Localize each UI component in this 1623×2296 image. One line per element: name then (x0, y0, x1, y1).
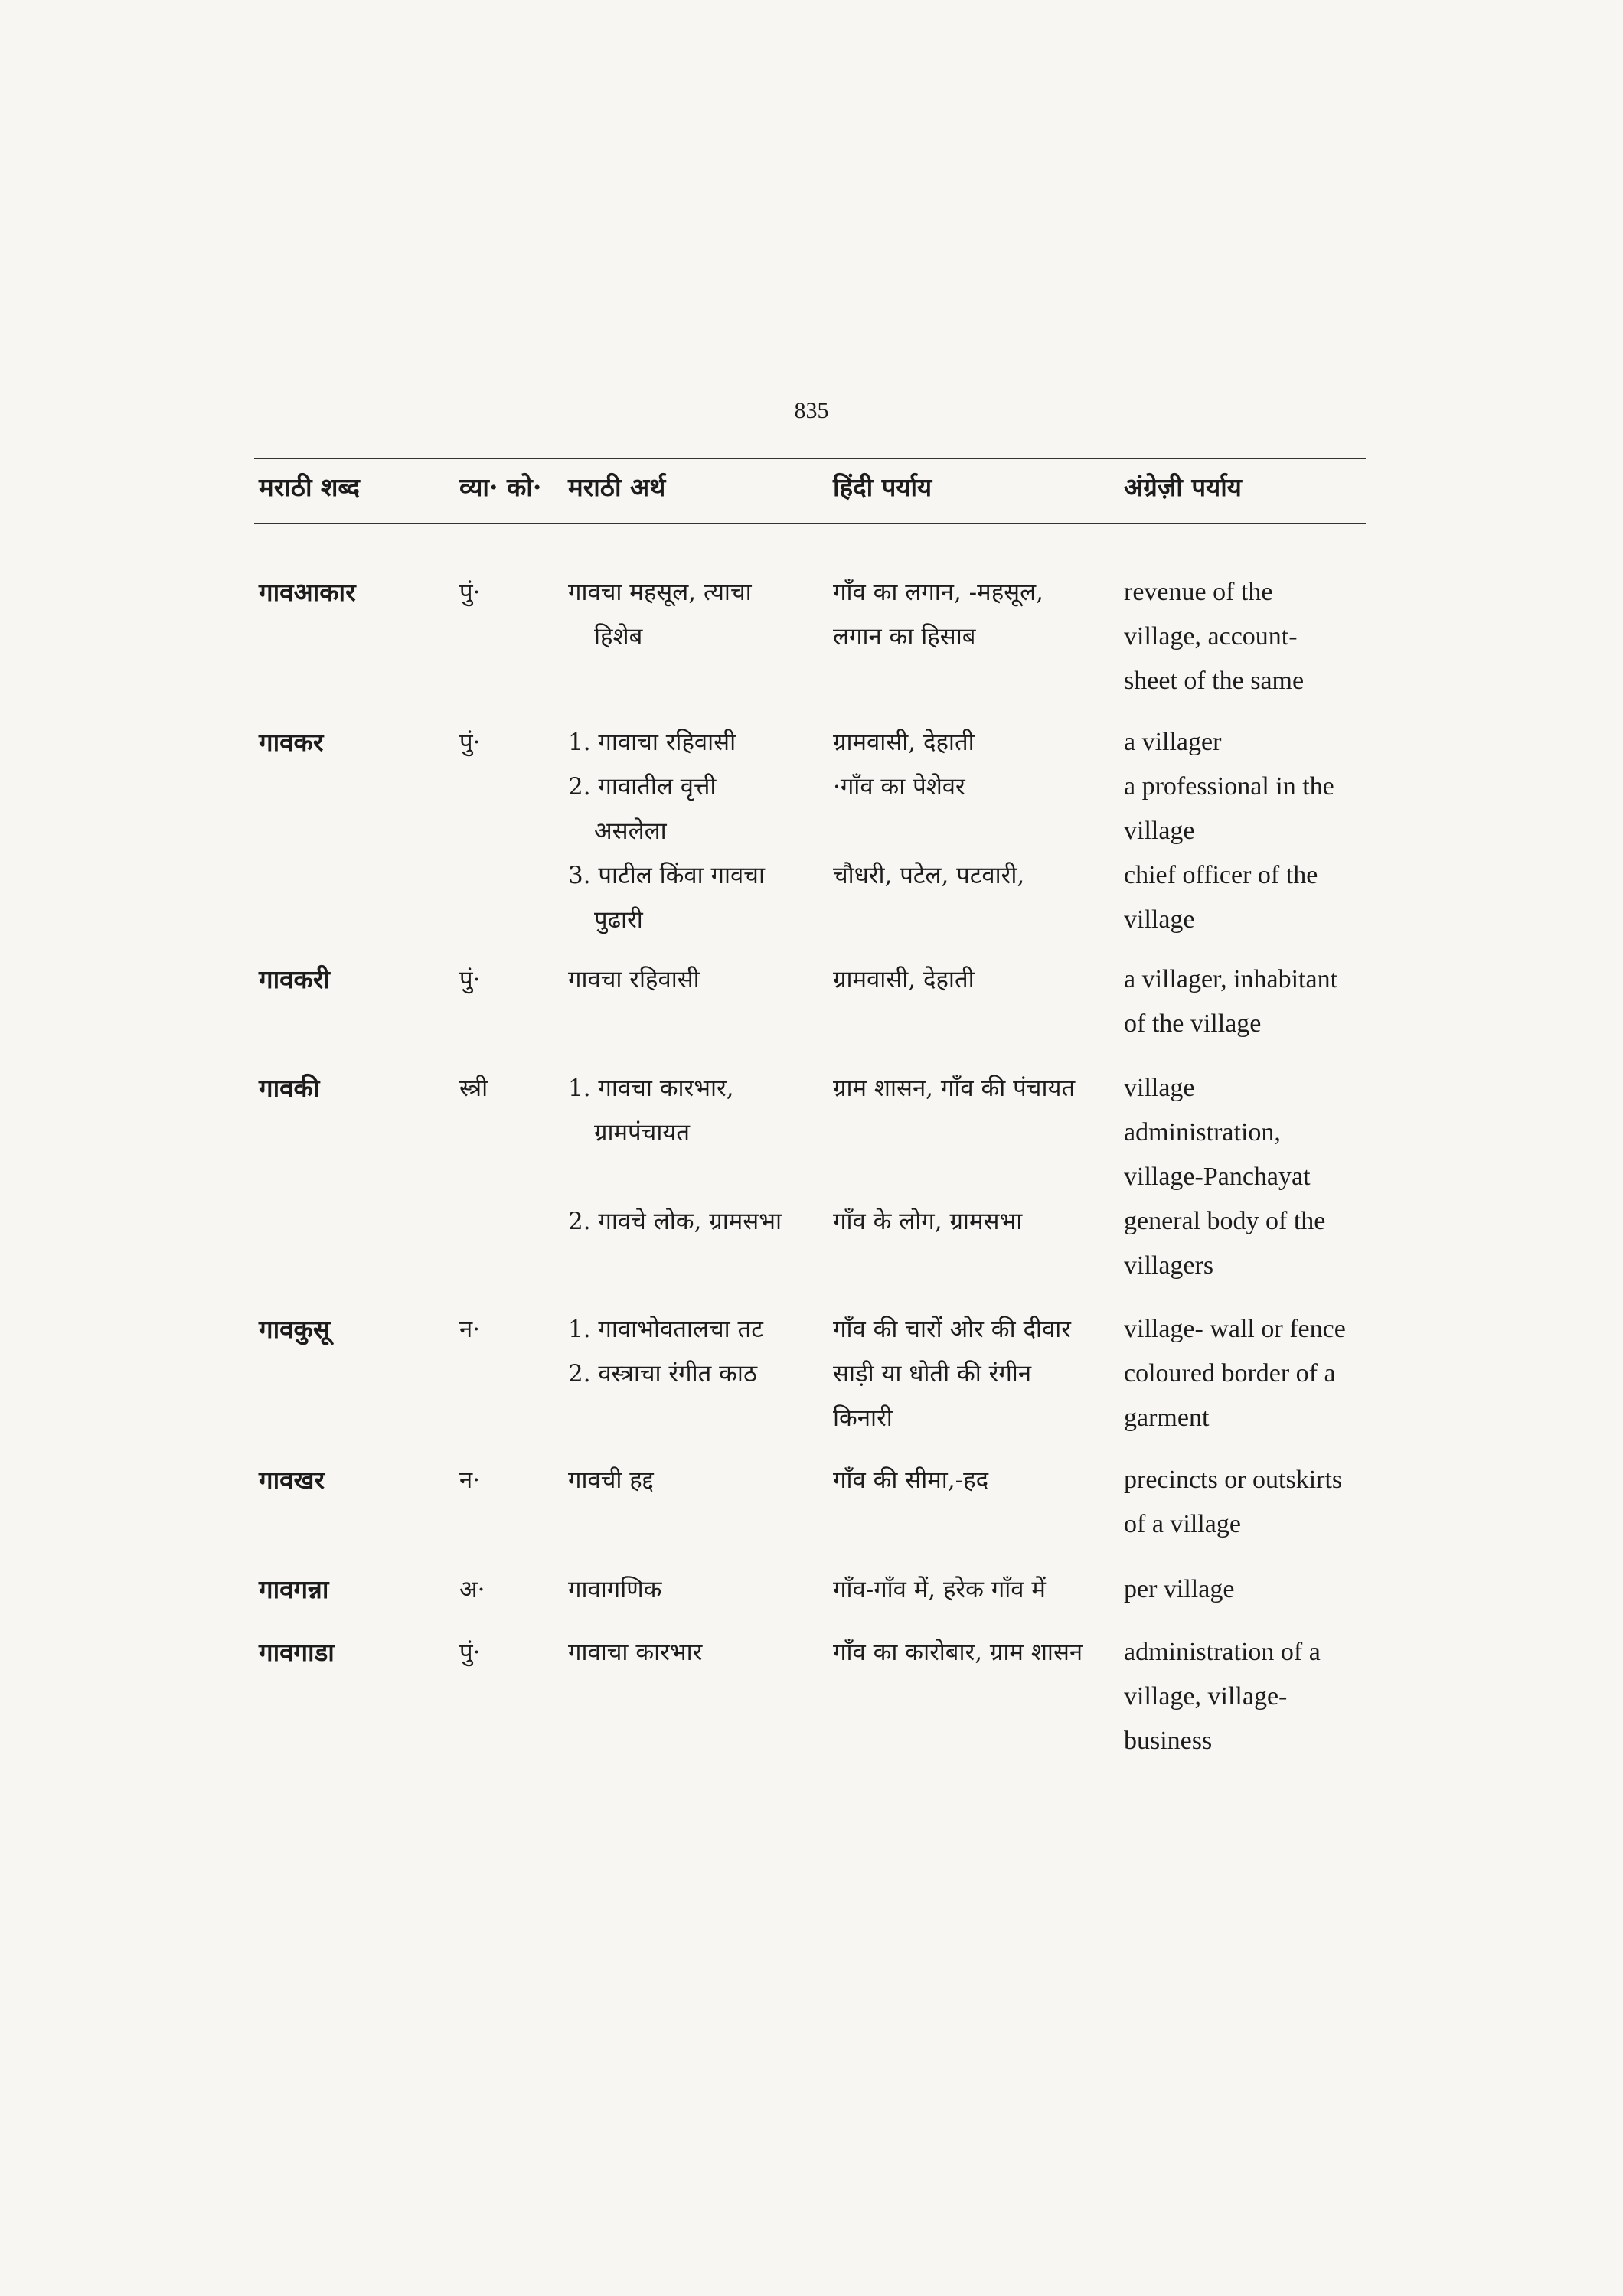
headword: गावगन्ना (259, 1574, 329, 1604)
english-synonym (1124, 720, 1369, 942)
meaning-line: गावाचा कारभार (568, 1639, 703, 1666)
english-line: business (1124, 1727, 1213, 1755)
page-number: 835 (794, 398, 829, 423)
grammar-tag: पुं· (459, 966, 481, 993)
english-synonym (1124, 957, 1369, 1046)
meaning-line: पुढारी (594, 906, 643, 934)
english-line: per village (1124, 1575, 1235, 1603)
english-line: sheet of the same (1124, 667, 1305, 695)
marathi-meaning (568, 1458, 821, 1502)
english-line: chief officer of the (1124, 861, 1318, 889)
meaning-line: 1. गावाभोवतालचा तट (568, 1316, 763, 1343)
marathi-meaning (568, 957, 821, 1002)
headword: गावखर (259, 1465, 325, 1495)
headword: गावकुसू (259, 1314, 331, 1344)
synonym-line: गाँव का कारोबार, ग्राम शासन (833, 1639, 1083, 1666)
grammar-tag: न· (459, 1466, 481, 1494)
english-line: a professional in the (1124, 772, 1334, 801)
english-line: a villager, inhabitant (1124, 965, 1338, 993)
header-grammar: व्या· को· (459, 472, 542, 502)
synonym-line: किनारी (833, 1404, 893, 1432)
hindi-synonym (833, 1630, 1109, 1675)
english-line: revenue of the (1124, 578, 1273, 606)
english-line: village (1124, 817, 1195, 845)
meaning-line: गावचा रहिवासी (568, 966, 700, 993)
hindi-synonym (833, 1458, 1109, 1502)
english-line: village, account- (1124, 622, 1298, 651)
english-synonym (1124, 1567, 1369, 1612)
headword: गावकी (259, 1073, 320, 1103)
meaning-line: 3. पाटील किंवा गावचा (568, 862, 765, 889)
header-bottom-rule (254, 523, 1366, 524)
meaning-line: गावचा महसूल, त्याचा (568, 579, 752, 606)
hindi-synonym (833, 570, 1109, 659)
english-line: village- wall or fence (1124, 1315, 1346, 1343)
english-synonym (1124, 1066, 1369, 1288)
marathi-meaning (568, 1630, 821, 1675)
headword: गावकरी (259, 964, 330, 994)
header-hindi-synonym: हिंदी पर्याय (833, 472, 932, 502)
hindi-synonym (833, 1307, 1109, 1440)
synonym-line: गाँव के लोग, ग्रामसभा (833, 1208, 1023, 1235)
english-line: coloured border of a (1124, 1359, 1336, 1388)
meaning-line: 2. गावातील वृत्ती (568, 773, 717, 801)
hindi-synonym (833, 720, 1109, 898)
marathi-meaning (568, 1307, 821, 1396)
english-line: village (1124, 905, 1195, 934)
english-line: a villager (1124, 728, 1222, 756)
headword: गावआकार (259, 577, 356, 607)
hindi-synonym (833, 957, 1109, 1002)
english-line: general body of the (1124, 1207, 1326, 1235)
synonym-line: गाँव की चारों ओर की दीवार (833, 1316, 1071, 1343)
synonym-line: चौधरी, पटेल, पटवारी, (833, 862, 1025, 889)
synonym-line: साड़ी या धोती की रंगीन (833, 1360, 1032, 1388)
grammar-tag: पुं· (459, 579, 481, 606)
synonym-line: गाँव का लगान, -महसूल, (833, 579, 1043, 606)
english-line: village-Panchayat (1124, 1163, 1311, 1191)
meaning-line: 2. गावचे लोक, ग्रामसभा (568, 1208, 782, 1235)
synonym-line: ग्राम शासन, गाँव की पंचायत (833, 1075, 1076, 1102)
grammar-tag: पुं· (459, 729, 481, 756)
meaning-line: गावची हद्द (568, 1466, 654, 1494)
marathi-meaning (568, 570, 821, 659)
english-line: administration of a (1124, 1638, 1321, 1666)
grammar-tag: अ· (459, 1576, 485, 1603)
hindi-synonym (833, 1567, 1109, 1612)
marathi-meaning (568, 1567, 821, 1612)
grammar-tag: पुं· (459, 1639, 481, 1666)
english-synonym (1124, 1630, 1369, 1763)
synonym-line: लगान का हिसाब (833, 623, 976, 651)
synonym-line: गाँव की सीमा,-हद (833, 1466, 989, 1494)
hindi-synonym (833, 1066, 1109, 1244)
english-line: village, village- (1124, 1682, 1288, 1711)
english-synonym (1124, 1307, 1369, 1440)
english-line: precincts or outskirts (1124, 1466, 1343, 1494)
english-line: garment (1124, 1404, 1210, 1432)
english-synonym (1124, 1458, 1369, 1547)
synonym-line: ग्रामवासी, देहाती (833, 966, 975, 993)
grammar-tag: न· (459, 1316, 481, 1343)
synonym-line: ग्रामवासी, देहाती (833, 729, 975, 756)
meaning-line: हिशेब (594, 623, 643, 651)
header-marathi-word: मराठी शब्द (259, 472, 360, 502)
english-line: of a village (1124, 1510, 1241, 1538)
synonym-line: गाँव-गाँव में, हरेक गाँव में (833, 1576, 1046, 1603)
header-marathi-meaning: मराठी अर्थ (568, 472, 666, 502)
english-line: of the village (1124, 1009, 1262, 1038)
meaning-line: 1. गावचा कारभार, (568, 1075, 734, 1102)
english-synonym (1124, 570, 1369, 703)
header-english-synonym: अंग्रेज़ी पर्याय (1124, 472, 1242, 502)
headword: गावगाडा (259, 1637, 335, 1667)
table-top-rule (254, 458, 1366, 459)
grammar-tag: स्त्री (459, 1075, 488, 1102)
english-line: village (1124, 1074, 1195, 1102)
english-line: administration, (1124, 1118, 1281, 1146)
marathi-meaning (568, 1066, 821, 1244)
marathi-meaning (568, 720, 821, 942)
synonym-line: ·गाँव का पेशेवर (833, 773, 965, 801)
meaning-line: असलेला (594, 817, 667, 845)
meaning-line: गावागणिक (568, 1576, 662, 1603)
meaning-line: 2. वस्त्राचा रंगीत काठ (568, 1360, 757, 1388)
headword: गावकर (259, 727, 324, 757)
english-line: villagers (1124, 1251, 1214, 1280)
meaning-line: 1. गावाचा रहिवासी (568, 729, 736, 756)
meaning-line: ग्रामपंचायत (594, 1119, 691, 1146)
